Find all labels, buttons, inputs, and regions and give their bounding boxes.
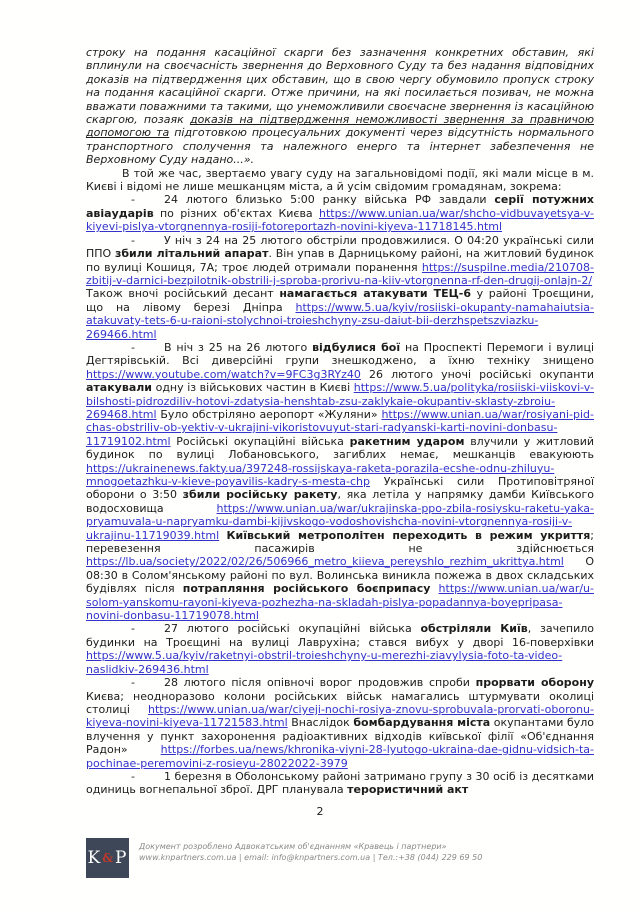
logo-letter-p: P: [115, 847, 128, 868]
text-run: збили літальний апарат: [114, 247, 269, 261]
text-run: , яка летіла у напрямку дамби Київського водосховища: [86, 488, 595, 515]
hyperlink[interactable]: https://suspilne.media/210708-zbitij-v-darnici-bezpilotnik-obstrili-j-sproba-prorivu-na-kiiv-vtorgnenna-rf-den-drugij-onlajn-2/: [86, 260, 594, 287]
footer-line-2: www.knpartners.com.ua | email: info@knpartners.com.ua | Тел.:+38 (044) 229 69 50: [139, 852, 483, 862]
text-run: . Він упав в Дарницькому районі, на житловий будинок по вулиці Кошиця, 7А; троє людей отримали поранення: [86, 247, 594, 274]
text-run: , зачепило будинки на Троєщині на вулиці Лаврухіна; стався вибух у дворі 16-поверхівки: [86, 622, 594, 649]
text-run: Було обстріляно аеропорт «Жуляни»: [156, 407, 382, 421]
text-run: 24 лютого близько 5:00 ранку війська РФ завдали: [163, 193, 495, 207]
text-run: окупантами було влучення у пункт захоронення радіоактивних відходів київської філії «Об'єднання Радон»: [86, 716, 594, 757]
text-run: В ніч з 25 на 26 лютого: [163, 340, 313, 354]
hyperlink[interactable]: https://www.unian.ua/war/rosiyani-pid-chas-obstriliv-ob-yektiv-v-ukrajini-vikoristovuyut-stari-radyanski-karti-novini-donbasu-11719102.html: [86, 407, 594, 448]
footer-text: [139, 838, 482, 864]
text-run: Київський метрополітен переходить в режим укриття: [226, 528, 591, 542]
hyperlink[interactable]: https://www.unian.ua/war/shcho-vidbuvayetsya-v-kiyevi-pislya-vtorgnennya-rosiji-fotoreportazh-novini-kiyeva-11718145.html: [86, 206, 594, 234]
text-run: 26 лютого уночі російські окупанти: [360, 367, 594, 381]
text-run: підготовкою процесуальних документі через відсутність нормального транспортного сполучення та належного енерго та інтернет забезпечення не Верховному Суду надано...».: [86, 126, 594, 167]
bullet-paragraph: [86, 193, 594, 233]
text-run: [430, 582, 438, 595]
text-run: відбулися бої: [312, 340, 401, 354]
text-run: У ніч з 24 на 25 лютого обстріли продовжилися. О 04:20 українські сили ППО: [86, 233, 594, 261]
text-run: потрапляння російського боєприпасу: [182, 582, 431, 596]
text-run: у районі Троєщини, що на лівому березі Дніпра: [86, 287, 595, 314]
bullet-paragraph: [86, 622, 594, 676]
bullet-dash: -: [131, 622, 135, 636]
bullet-dash: -: [131, 769, 135, 783]
text-run: серії потужних авіаударів: [86, 193, 594, 220]
text-run: В той же час, звертаємо увагу суду на загальновідомі події, які мали місце в м. Києві і відомі не лише мешканцям міста, а й усім свідомим громадянам, зокрема:: [86, 166, 594, 194]
text-run: ракетним ударом: [349, 434, 465, 448]
bullet-dash: -: [131, 676, 135, 690]
text-run: обстріляли Київ: [420, 622, 528, 636]
bullet-paragraph: [86, 234, 594, 341]
text-run: Також вночі російський десант: [86, 287, 280, 301]
text-run: по різних об'єктах Києва: [153, 206, 319, 220]
text-run: Українські сили Протиповітряної оборони о 3:50: [86, 475, 594, 502]
hyperlink[interactable]: https://www.5.ua/kyiv/rosiiski-okupanty-namahaiutsia-atakuvaty-tets-6-u-raioni-stolychnoi-troieshchyny-zsu-daiut-bii-derzhspetszviazku-269466.html: [86, 300, 594, 341]
text-run: Києва; неодноразово колони російських військ намагались штурмувати околиці столиці: [86, 689, 594, 716]
paragraph: [86, 46, 594, 167]
page-number: 2: [316, 805, 324, 818]
text-run: влучили у житловий будинок по вулиці Лобановського, загиблих немає, мешканців евакуюють: [86, 434, 594, 462]
hyperlink[interactable]: https://www.unian.ua/war/ciyeji-nochi-rosiya-znovu-sprobuvala-prorvati-oboronu-kiyeva-novini-kiyeva-11721583.html: [86, 702, 594, 730]
text-run: на Проспекті Перемоги і вулиці Дегтярівській. Всі диверсійні групи знешкоджено, а їхню техніку знищено: [86, 340, 594, 368]
bullet-dash: -: [131, 233, 135, 247]
bullet-paragraph: [86, 341, 594, 623]
hyperlink[interactable]: https://www.unian.ua/war/u-solom-yanskomu-rayoni-kiyeva-pozhezha-na-skladah-pislya-popadannya-boyepripasa-novini-donbasu-11719078.html: [86, 582, 594, 623]
text-run: [219, 529, 226, 542]
firm-logo: [86, 838, 129, 878]
text-run: Російські окупаційні війська: [170, 434, 350, 448]
bullet-paragraph: [86, 676, 594, 770]
text-run: О 08:30 в Солом'янському районі по вул. Волинська виникла пожежа в двох складських будівлях після: [86, 555, 594, 596]
hyperlink[interactable]: https://ukrainenews.fakty.ua/397248-rossijskaya-raketa-porazila-ecshe-odnu-zhiluyu-mnogoetazhku-v-kieve-poyavilis-kadry-s-mesta-chp: [86, 461, 555, 488]
hyperlink[interactable]: https://www.5.ua/kyiv/raketnyi-obstril-troieshchyny-u-merezhi-ziavylysia-foto-ta-video-naslidkiv-269436.html: [86, 649, 563, 676]
page-footer: [86, 838, 482, 878]
text-run: строку на подання касаційної скарги без зазначення конкретних обставин, які вплинули на своєчасність звернення до Верховного Суду та без надання відповідних доказів на підтвердження цих обставин, що в свою чергу обумовило пропуск строку на подання касаційної скарги. Отже причини, на які посилається позивач, не можна вважати поважними та такими, що унеможливили своєчасне звернення із касаційною скаргою, позаяк: [86, 46, 594, 127]
text-run: 28 лютого після опівночі ворог продовжив спроби: [163, 676, 476, 690]
hyperlink[interactable]: https://www.unian.ua/war/ukrajinska-ppo-zbila-rosiysku-raketu-yaka-pryamuvala-u-napryamku-dambi-kijivskogo-vodoshovishcha-novini-vtorgnennya-rosiji-v-ukrajinu-11719039.html: [86, 501, 594, 542]
text-run: доказів на підтвердження неможливості звернення за правничою допомогою та: [86, 113, 594, 140]
hyperlink[interactable]: https://www.youtube.com/watch?v=9FC3g3RYz40: [86, 367, 361, 381]
text-run: ; перевезення пасажирів не здійснюється: [86, 528, 594, 556]
text-run: 27 лютого російські окупаційні війська: [163, 622, 421, 636]
text-run: 1 березня в Оболонському районі затримано групу з 30 осіб із десятками одиниць вогнепальної зброї. ДРГ планувала: [86, 769, 594, 797]
bullet-paragraph: [86, 770, 594, 797]
hyperlink[interactable]: https://lb.ua/society/2022/02/26/506966_metro_kiieva_pereyshlo_rezhim_ukrittya.html: [86, 555, 564, 569]
hyperlink[interactable]: https://www.5.ua/polityka/rosiiski-viiskovi-v-bilshosti-pidrozdiliv-hotovi-zdatysia-henshtab-zsu-zaklykaie-okupantiv-sklasty-zbroiu-269468.html: [86, 381, 594, 421]
document-body: [86, 46, 594, 797]
logo-letter-k: K: [87, 847, 102, 868]
text-run: одну із військових частин в Києві: [152, 381, 354, 395]
bullet-dash: -: [131, 340, 135, 354]
text-run: терористичний акт: [347, 783, 469, 797]
text-run: прорвати оборону: [475, 676, 594, 690]
text-run: збили російську ракету: [182, 488, 338, 502]
paragraph: [86, 167, 594, 194]
text-run: бомбардування міста: [353, 716, 491, 730]
footer-line-1: Документ розроблено Адвокатським об'єднанням «Кравець і партнери»: [139, 842, 447, 851]
text-run: Внаслідок: [287, 716, 354, 730]
logo-ampersand-icon: &: [102, 850, 115, 865]
hyperlink[interactable]: https://forbes.ua/news/khronika-viyni-28-lyutogo-ukraina-dae-gidnu-vidsich-ta-pochinae-peremovini-z-rosieyu-28022022-3979: [86, 743, 594, 770]
text-run: намагається атакувати ТЕЦ-6: [279, 287, 472, 301]
text-run: атакували: [86, 381, 153, 395]
bullet-dash: -: [131, 193, 135, 207]
